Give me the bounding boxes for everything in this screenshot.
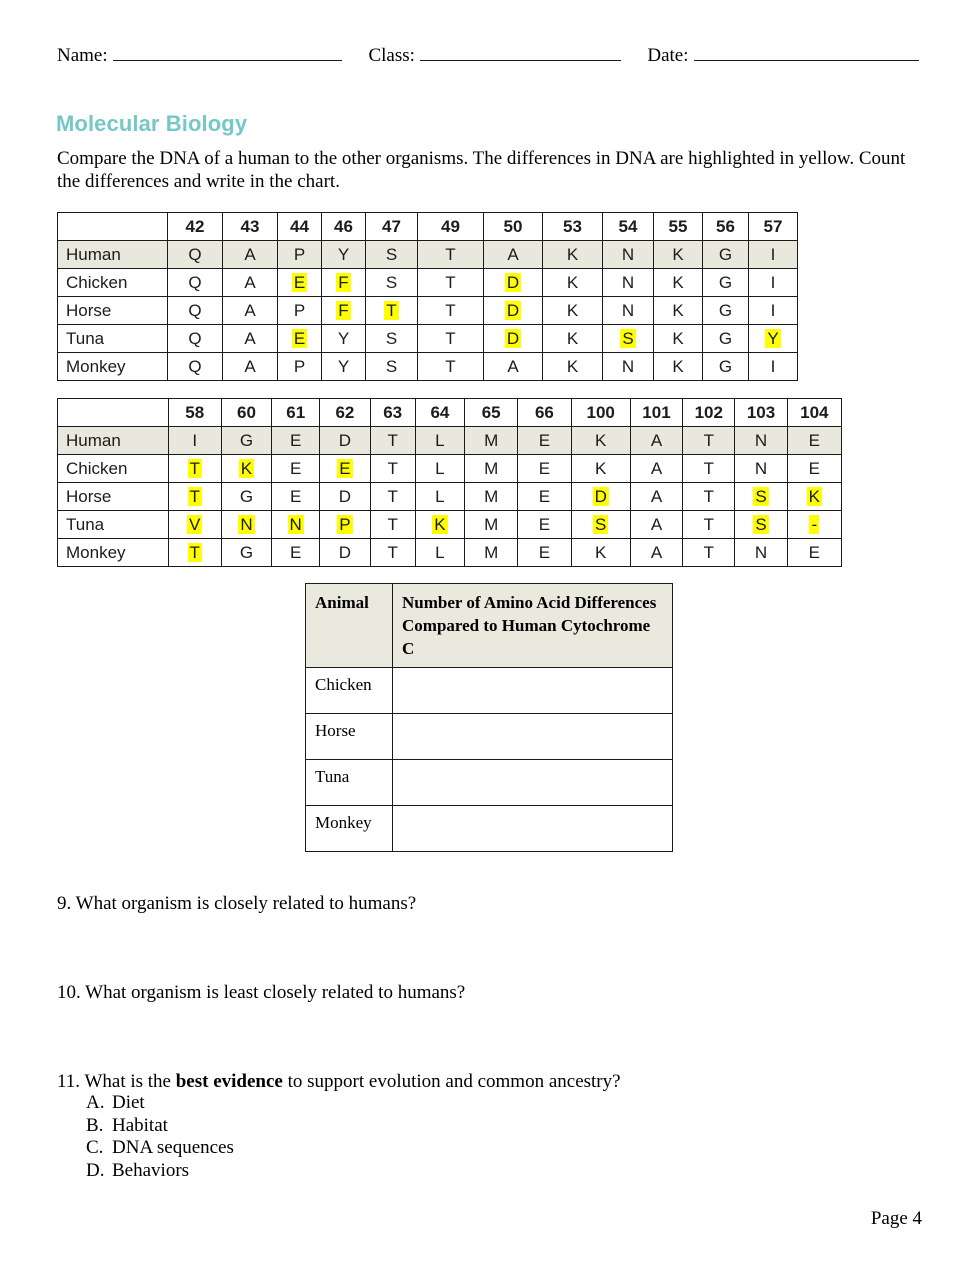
amino-acid-cell: S bbox=[366, 269, 418, 297]
amino-acid-cell: Y bbox=[322, 241, 366, 269]
amino-acid-cell bbox=[320, 511, 370, 539]
amino-acid-cell: T bbox=[370, 483, 415, 511]
amino-acid-cell: K bbox=[571, 455, 630, 483]
amino-acid-cell bbox=[603, 325, 654, 353]
amino-acid-cell bbox=[749, 325, 798, 353]
amino-acid-cell: L bbox=[415, 483, 464, 511]
choice-letter: A. bbox=[86, 1092, 105, 1113]
aa-answer-field-tuna[interactable] bbox=[393, 760, 673, 806]
amino-acid-cell bbox=[484, 325, 543, 353]
amino-acid-cell: T bbox=[418, 269, 484, 297]
aa-animal-monkey: Monkey bbox=[306, 806, 393, 852]
choice-letter: C. bbox=[86, 1137, 104, 1158]
class-blank-line[interactable] bbox=[420, 46, 621, 61]
amino-acid-cell: L bbox=[415, 455, 464, 483]
amino-acid-cell: S bbox=[366, 325, 418, 353]
amino-acid-cell: I bbox=[749, 297, 798, 325]
choice-option-d[interactable] bbox=[86, 1160, 234, 1183]
date-blank-line[interactable] bbox=[694, 46, 920, 61]
position-header-56: 56 bbox=[703, 213, 749, 241]
difference-highlight: T bbox=[189, 542, 200, 562]
amino-acid-cell: Q bbox=[168, 297, 223, 325]
difference-highlight: K bbox=[240, 458, 253, 478]
amino-acid-cell: Y bbox=[322, 325, 366, 353]
position-header-57: 57 bbox=[749, 213, 798, 241]
choice-text: Habitat bbox=[112, 1114, 168, 1136]
amino-acid-cell: T bbox=[418, 353, 484, 381]
difference-highlight: T bbox=[386, 300, 397, 320]
amino-acid-cell: P bbox=[278, 353, 322, 381]
amino-acid-cell: K bbox=[654, 269, 703, 297]
amino-acid-cell: G bbox=[703, 297, 749, 325]
difference-highlight: V bbox=[189, 514, 201, 534]
amino-acid-cell: K bbox=[654, 241, 703, 269]
amino-acid-cell: D bbox=[320, 539, 370, 567]
table-row bbox=[58, 483, 842, 511]
position-header-101: 101 bbox=[630, 399, 682, 427]
amino-acid-cell: P bbox=[278, 241, 322, 269]
table-row bbox=[58, 455, 842, 483]
difference-highlight: - bbox=[811, 514, 818, 534]
position-header-43: 43 bbox=[223, 213, 278, 241]
difference-highlight: P bbox=[339, 514, 351, 534]
difference-highlight: F bbox=[338, 272, 349, 292]
difference-highlight: S bbox=[755, 486, 767, 506]
difference-highlight: E bbox=[293, 328, 306, 348]
organism-label-monkey: Monkey bbox=[58, 539, 169, 567]
table-row bbox=[58, 539, 842, 567]
corner-cell bbox=[58, 399, 169, 427]
amino-acid-cell: A bbox=[223, 269, 278, 297]
aa-header-differences: Number of Amino Acid Differences Compared to Human Cytochrome C bbox=[393, 584, 673, 668]
organism-label-tuna: Tuna bbox=[58, 325, 168, 353]
amino-acid-cell: K bbox=[654, 325, 703, 353]
corner-cell bbox=[58, 213, 168, 241]
amino-acid-cell: A bbox=[630, 483, 682, 511]
amino-acid-cell: T bbox=[370, 455, 415, 483]
amino-acid-cell: M bbox=[465, 455, 518, 483]
amino-acid-cell: G bbox=[221, 483, 271, 511]
table-row bbox=[306, 760, 673, 806]
difference-highlight: F bbox=[338, 300, 349, 320]
amino-acid-cell: E bbox=[518, 427, 571, 455]
amino-acid-cell: T bbox=[683, 455, 735, 483]
amino-acid-cell: N bbox=[603, 297, 654, 325]
organism-label-tuna: Tuna bbox=[58, 511, 169, 539]
amino-acid-cell: A bbox=[223, 241, 278, 269]
amino-acid-cell bbox=[168, 539, 221, 567]
table-row bbox=[58, 427, 842, 455]
amino-acid-cell: A bbox=[223, 297, 278, 325]
position-header-55: 55 bbox=[654, 213, 703, 241]
position-header-46: 46 bbox=[322, 213, 366, 241]
amino-acid-cell: I bbox=[749, 353, 798, 381]
amino-acid-cell: D bbox=[320, 483, 370, 511]
amino-acid-cell bbox=[735, 483, 787, 511]
question-11-suffix: to support evolution and common ancestry? bbox=[282, 1071, 621, 1092]
amino-acid-cell: T bbox=[683, 427, 735, 455]
amino-acid-cell: I bbox=[749, 241, 798, 269]
amino-acid-cell: M bbox=[465, 511, 518, 539]
aa-answer-field-monkey[interactable] bbox=[393, 806, 673, 852]
amino-acid-cell bbox=[735, 511, 787, 539]
choice-letter: B. bbox=[86, 1114, 104, 1136]
amino-acid-cell: E bbox=[787, 455, 841, 483]
amino-acid-cell: A bbox=[630, 427, 682, 455]
sequence-table-1 bbox=[57, 212, 798, 381]
amino-acid-cell: N bbox=[735, 427, 787, 455]
amino-acid-cell: Q bbox=[168, 269, 223, 297]
amino-acid-cell bbox=[484, 269, 543, 297]
question-11-prefix: 11. What is the bbox=[57, 1071, 176, 1092]
position-header-47: 47 bbox=[366, 213, 418, 241]
amino-acid-cell: G bbox=[703, 325, 749, 353]
amino-acid-cell: I bbox=[749, 269, 798, 297]
amino-acid-cell bbox=[322, 269, 366, 297]
table-row bbox=[58, 511, 842, 539]
aa-header-row bbox=[306, 584, 673, 668]
amino-acid-cell: S bbox=[366, 353, 418, 381]
amino-acid-cell bbox=[278, 325, 322, 353]
position-header-102: 102 bbox=[683, 399, 735, 427]
amino-acid-cell bbox=[415, 511, 464, 539]
table-row bbox=[58, 269, 798, 297]
amino-acid-cell bbox=[787, 483, 841, 511]
sequence-table-2 bbox=[57, 398, 842, 567]
amino-acid-cell: G bbox=[703, 241, 749, 269]
aa-animal-chicken: Chicken bbox=[306, 668, 393, 714]
difference-highlight: E bbox=[339, 458, 351, 478]
amino-acid-cell: A bbox=[223, 325, 278, 353]
amino-acid-difference-table bbox=[305, 583, 673, 852]
worksheet-header bbox=[57, 45, 919, 67]
difference-highlight: D bbox=[506, 272, 520, 292]
amino-acid-cell: K bbox=[654, 353, 703, 381]
amino-acid-cell: K bbox=[543, 353, 603, 381]
table-row bbox=[58, 353, 798, 381]
difference-highlight: S bbox=[595, 514, 607, 534]
table-row bbox=[306, 668, 673, 714]
amino-acid-cell: A bbox=[630, 455, 682, 483]
amino-acid-cell: E bbox=[787, 539, 841, 567]
difference-highlight: D bbox=[506, 328, 520, 348]
page-number-footer: Page 4 bbox=[870, 1208, 922, 1229]
table-row bbox=[306, 714, 673, 760]
table-row bbox=[58, 297, 798, 325]
amino-acid-cell: T bbox=[418, 325, 484, 353]
amino-acid-cell: T bbox=[683, 511, 735, 539]
position-header-49: 49 bbox=[418, 213, 484, 241]
difference-highlight: T bbox=[189, 486, 200, 506]
difference-highlight: T bbox=[189, 458, 200, 478]
position-header-62: 62 bbox=[320, 399, 370, 427]
difference-highlight: K bbox=[808, 486, 820, 506]
position-header-100: 100 bbox=[571, 399, 630, 427]
amino-acid-cell: A bbox=[484, 353, 543, 381]
amino-acid-cell: T bbox=[370, 511, 415, 539]
aa-answer-field-horse[interactable] bbox=[393, 714, 673, 760]
aa-animal-horse: Horse bbox=[306, 714, 393, 760]
position-header-44: 44 bbox=[278, 213, 322, 241]
question-11 bbox=[57, 1070, 621, 1093]
position-header-63: 63 bbox=[370, 399, 415, 427]
position-header-42: 42 bbox=[168, 213, 223, 241]
amino-acid-cell: E bbox=[518, 511, 571, 539]
aa-animal-tuna: Tuna bbox=[306, 760, 393, 806]
position-header-58: 58 bbox=[168, 399, 221, 427]
position-header-66: 66 bbox=[518, 399, 571, 427]
position-header-104: 104 bbox=[787, 399, 841, 427]
organism-label-horse: Horse bbox=[58, 483, 169, 511]
amino-acid-cell bbox=[322, 297, 366, 325]
aa-header-animal: Animal bbox=[306, 584, 393, 668]
sequence-table-1-body bbox=[58, 241, 798, 381]
amino-acid-cell bbox=[221, 511, 271, 539]
amino-acid-cell: T bbox=[418, 241, 484, 269]
amino-acid-cell: D bbox=[320, 427, 370, 455]
amino-acid-cell: K bbox=[571, 427, 630, 455]
amino-acid-cell: A bbox=[484, 241, 543, 269]
choice-option-c[interactable] bbox=[86, 1137, 234, 1160]
amino-acid-cell: K bbox=[543, 325, 603, 353]
amino-acid-cell bbox=[366, 297, 418, 325]
amino-acid-cell: N bbox=[735, 539, 787, 567]
aa-table-head bbox=[306, 584, 673, 668]
amino-acid-cell: K bbox=[543, 269, 603, 297]
amino-acid-cell: N bbox=[603, 353, 654, 381]
amino-acid-cell: E bbox=[518, 483, 571, 511]
amino-acid-cell: I bbox=[168, 427, 221, 455]
amino-acid-cell: E bbox=[272, 483, 320, 511]
difference-highlight: N bbox=[289, 514, 302, 534]
amino-acid-cell: T bbox=[683, 483, 735, 511]
amino-acid-cell: T bbox=[683, 539, 735, 567]
amino-acid-cell bbox=[168, 511, 221, 539]
amino-acid-cell: P bbox=[278, 297, 322, 325]
difference-highlight: K bbox=[434, 514, 446, 534]
table-row bbox=[58, 241, 798, 269]
difference-highlight: N bbox=[240, 514, 253, 534]
table-row bbox=[306, 806, 673, 852]
aa-table-body bbox=[306, 668, 673, 852]
question-11-emphasis: best evidence bbox=[175, 1071, 283, 1092]
name-label: Name: bbox=[57, 45, 108, 66]
amino-acid-cell: M bbox=[465, 427, 518, 455]
amino-acid-cell: Q bbox=[168, 325, 223, 353]
amino-acid-cell bbox=[221, 455, 271, 483]
position-header-53: 53 bbox=[543, 213, 603, 241]
sequence-table-1-head bbox=[58, 213, 798, 241]
difference-highlight: S bbox=[755, 514, 767, 534]
position-header-61: 61 bbox=[272, 399, 320, 427]
choice-text: Diet bbox=[112, 1092, 145, 1113]
amino-acid-cell bbox=[168, 455, 221, 483]
sequence-table-2-body bbox=[58, 427, 842, 567]
difference-highlight: E bbox=[293, 272, 306, 292]
amino-acid-cell bbox=[571, 483, 630, 511]
page-title: Molecular Biology bbox=[56, 111, 248, 136]
amino-acid-cell: N bbox=[735, 455, 787, 483]
date-label: Date: bbox=[647, 45, 689, 66]
organism-label-monkey: Monkey bbox=[58, 353, 168, 381]
difference-highlight: D bbox=[594, 486, 607, 506]
position-header-60: 60 bbox=[221, 399, 271, 427]
table-header-row bbox=[58, 399, 842, 427]
amino-acid-cell: M bbox=[465, 483, 518, 511]
amino-acid-cell: Y bbox=[322, 353, 366, 381]
position-header-103: 103 bbox=[735, 399, 787, 427]
organism-label-chicken: Chicken bbox=[58, 455, 169, 483]
amino-acid-cell: N bbox=[603, 241, 654, 269]
amino-acid-cell bbox=[484, 297, 543, 325]
amino-acid-cell: L bbox=[415, 539, 464, 567]
difference-highlight: Y bbox=[767, 328, 779, 348]
amino-acid-cell: G bbox=[221, 539, 271, 567]
difference-highlight: S bbox=[622, 328, 634, 348]
amino-acid-cell: A bbox=[630, 539, 682, 567]
choice-text: DNA sequences bbox=[112, 1137, 234, 1158]
amino-acid-cell: G bbox=[703, 353, 749, 381]
amino-acid-cell: S bbox=[366, 241, 418, 269]
amino-acid-cell: A bbox=[630, 511, 682, 539]
choice-option-b[interactable] bbox=[86, 1115, 234, 1138]
organism-label-chicken: Chicken bbox=[58, 269, 168, 297]
choice-letter: D. bbox=[86, 1159, 105, 1181]
amino-acid-cell bbox=[320, 455, 370, 483]
amino-acid-cell: M bbox=[465, 539, 518, 567]
question-11-choices bbox=[86, 1092, 234, 1182]
amino-acid-cell bbox=[272, 511, 320, 539]
amino-acid-cell bbox=[168, 483, 221, 511]
amino-acid-cell: E bbox=[272, 427, 320, 455]
amino-acid-cell: N bbox=[603, 269, 654, 297]
difference-highlight: D bbox=[506, 300, 520, 320]
position-header-54: 54 bbox=[603, 213, 654, 241]
choice-option-a[interactable] bbox=[86, 1092, 234, 1115]
amino-acid-cell: E bbox=[272, 539, 320, 567]
question-10: 10. What organism is least closely related to humans? bbox=[57, 982, 466, 1003]
amino-acid-cell: E bbox=[787, 427, 841, 455]
amino-acid-cell: A bbox=[223, 353, 278, 381]
amino-acid-cell: L bbox=[415, 427, 464, 455]
amino-acid-cell: G bbox=[221, 427, 271, 455]
amino-acid-cell bbox=[787, 511, 841, 539]
position-header-65: 65 bbox=[465, 399, 518, 427]
amino-acid-cell: T bbox=[370, 427, 415, 455]
amino-acid-cell: K bbox=[654, 297, 703, 325]
sequence-table-2-head bbox=[58, 399, 842, 427]
amino-acid-cell: T bbox=[418, 297, 484, 325]
choice-text: Behaviors bbox=[112, 1159, 190, 1181]
table-header-row bbox=[58, 213, 798, 241]
position-header-50: 50 bbox=[484, 213, 543, 241]
aa-answer-field-chicken[interactable] bbox=[393, 668, 673, 714]
amino-acid-cell: K bbox=[571, 539, 630, 567]
organism-label-human: Human bbox=[58, 241, 168, 269]
class-label: Class: bbox=[368, 45, 415, 66]
position-header-64: 64 bbox=[415, 399, 464, 427]
amino-acid-cell: T bbox=[370, 539, 415, 567]
question-9: 9. What organism is closely related to humans? bbox=[57, 893, 417, 914]
amino-acid-cell bbox=[571, 511, 630, 539]
amino-acid-cell: Q bbox=[168, 241, 223, 269]
amino-acid-cell: E bbox=[518, 455, 571, 483]
intro-paragraph: Compare the DNA of a human to the other organisms. The differences in DNA are highlighted in yellow. Count the differences and write in the chart. bbox=[57, 148, 906, 192]
organism-label-horse: Horse bbox=[58, 297, 168, 325]
table-row bbox=[58, 325, 798, 353]
organism-label-human: Human bbox=[58, 427, 169, 455]
amino-acid-cell: E bbox=[272, 455, 320, 483]
amino-acid-cell: K bbox=[543, 297, 603, 325]
amino-acid-cell: G bbox=[703, 269, 749, 297]
amino-acid-cell: Q bbox=[168, 353, 223, 381]
amino-acid-cell: K bbox=[543, 241, 603, 269]
amino-acid-cell bbox=[278, 269, 322, 297]
name-blank-line[interactable] bbox=[113, 46, 342, 61]
amino-acid-cell: E bbox=[518, 539, 571, 567]
